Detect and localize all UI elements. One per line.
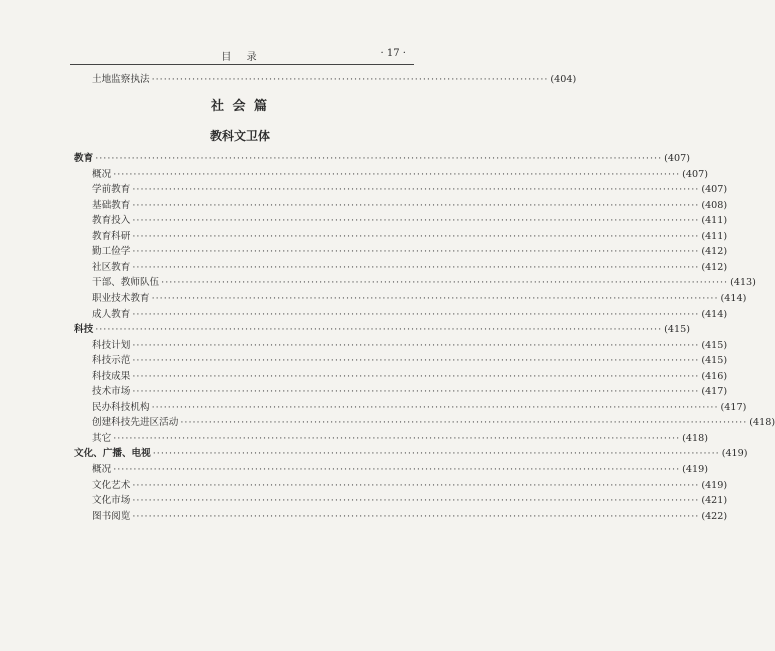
toc-entry [92,415,775,431]
toc-entry-page: (419) [721,448,748,460]
dot-leader: ············································································································································ [132,370,700,382]
toc-entry-label: 土地监察执法 [92,74,150,85]
toc-entry-page: (411) [701,230,728,242]
toc-entry [92,260,728,276]
toc-entry-label: 文化市场 [92,495,131,507]
toc-entry-label: 创建科技先进区活动 [92,417,179,429]
toc-entry-label: 职业技术教育 [92,292,150,304]
dot-leader: ············································································································································ [132,510,700,522]
toc-entry-label: 科技计划 [92,339,131,351]
toc-entry-page: (413) [730,277,756,289]
part-title: 社 会 篇 [210,99,270,114]
dot-leader: ············································································································································ [132,215,700,227]
toc-entry-label: 科技成果 [92,370,131,382]
toc-entry-page: (414) [701,308,728,320]
toc-entry-label: 学前教育 [92,184,131,196]
dot-leader: ·································································································· [151,74,549,85]
dot-leader: ············································································································································ [113,464,681,475]
toc-entry-page: (407) [701,184,728,196]
toc-entry-page: (415) [701,355,728,367]
toc-entry-label: 教育 [74,153,94,164]
dot-leader: ············································································································································ [113,168,681,180]
toc-entry-page: (419) [701,479,728,491]
dot-leader: ············································································································································ [132,308,700,320]
dot-leader: ············································································································································ [95,153,663,164]
section-title: 教科文卫体 [209,129,270,143]
toc-entry-label: 文化艺术 [92,479,131,491]
toc-entry [92,182,728,198]
dot-leader: ············································································································································ [151,292,719,304]
dot-leader: ············································································································································ [180,417,748,429]
dot-leader: ············································································································································ [132,355,700,367]
toc-entry [92,493,728,509]
toc-entry-page: (418) [749,417,775,429]
toc-entry-page: (415) [701,339,728,351]
toc-entry-page: (422) [701,510,728,522]
toc-entry-page: (407) [664,153,690,164]
toc-entry [92,244,728,260]
dot-leader: ············································································································································ [132,184,700,196]
toc-entry-page: (417) [701,386,728,398]
toc-entry [92,229,728,245]
toc-entry [92,307,728,323]
toc-entry [92,400,747,416]
toc-entry [92,213,728,229]
dot-leader: ············································································································································ [113,432,681,444]
toc-entry-label: 干部、教师队伍 [92,277,160,289]
toc-entry [92,198,728,214]
page-header [70,46,414,65]
toc-entry-label: 文化、广播、电视 [74,448,151,460]
toc-entry-label: 图书阅览 [92,510,131,522]
toc-entry-page: (419) [682,464,708,475]
toc-entry-label: 教育投入 [92,215,131,227]
toc-entry [92,275,756,291]
toc-entry-page: (421) [701,495,728,507]
dot-leader: ············································································································································ [95,324,663,336]
dot-leader: ············································································································································ [132,479,700,491]
toc-entry-page: (407) [682,168,708,180]
dot-leader: ············································································································································ [132,386,700,398]
toc-heading [74,151,690,167]
dot-leader: ············································································································································ [132,495,700,507]
toc-entry [92,338,728,354]
toc-entry [92,384,728,400]
toc-entry-page: (404) [550,74,577,85]
toc-entry-page: (412) [701,246,728,258]
header-page-number: · 17 · [380,48,406,59]
toc-entry-label: 概况 [92,168,112,180]
toc-heading [74,322,690,338]
toc-entry-page: (408) [701,199,728,211]
toc-entry [92,167,708,183]
dot-leader: ············································································································································ [151,401,719,413]
toc-entry [92,462,708,478]
dot-leader: ············································································································································ [132,339,700,351]
toc-entry [92,478,728,494]
toc-entry-label: 教育科研 [92,230,131,242]
toc-entry-page: (411) [701,215,728,227]
dot-leader: ············································································································································ [132,261,700,273]
toc-entry [92,72,577,88]
toc-entry-label: 技术市场 [92,386,131,398]
toc-entry [92,509,728,525]
toc-entry [92,291,747,307]
toc-heading [74,446,748,462]
toc-entry-page: (412) [701,261,728,273]
toc-entry [92,353,728,369]
dot-leader: ············································································································································ [161,277,729,289]
dot-leader: ············································································································································ [132,246,700,258]
dot-leader: ············································································································································ [152,448,720,460]
toc-entry-page: (416) [701,370,728,382]
dot-leader: ············································································································································ [132,199,700,211]
toc-entry-label: 成人教育 [92,308,131,320]
toc-entry [92,431,708,447]
toc-entry-label: 概况 [92,464,112,475]
toc-entry-label: 科技 [74,324,94,336]
dot-leader: ············································································································································ [132,230,700,242]
toc-entry-label: 科技示范 [92,355,131,367]
toc-entry-label: 民办科技机构 [92,401,150,413]
toc-entry-page: (417) [720,401,747,413]
toc-entry-page: (415) [664,324,690,336]
toc-entry-page: (414) [720,292,747,304]
toc-entry [92,369,728,385]
toc-entry-label: 其它 [92,432,112,444]
toc-entry-label: 勤工俭学 [92,246,131,258]
toc-entry-label: 基础教育 [92,199,131,211]
toc-entry-label: 社区教育 [92,261,131,273]
toc-entry-page: (418) [682,432,708,444]
header-title: 目 录 [221,52,263,63]
